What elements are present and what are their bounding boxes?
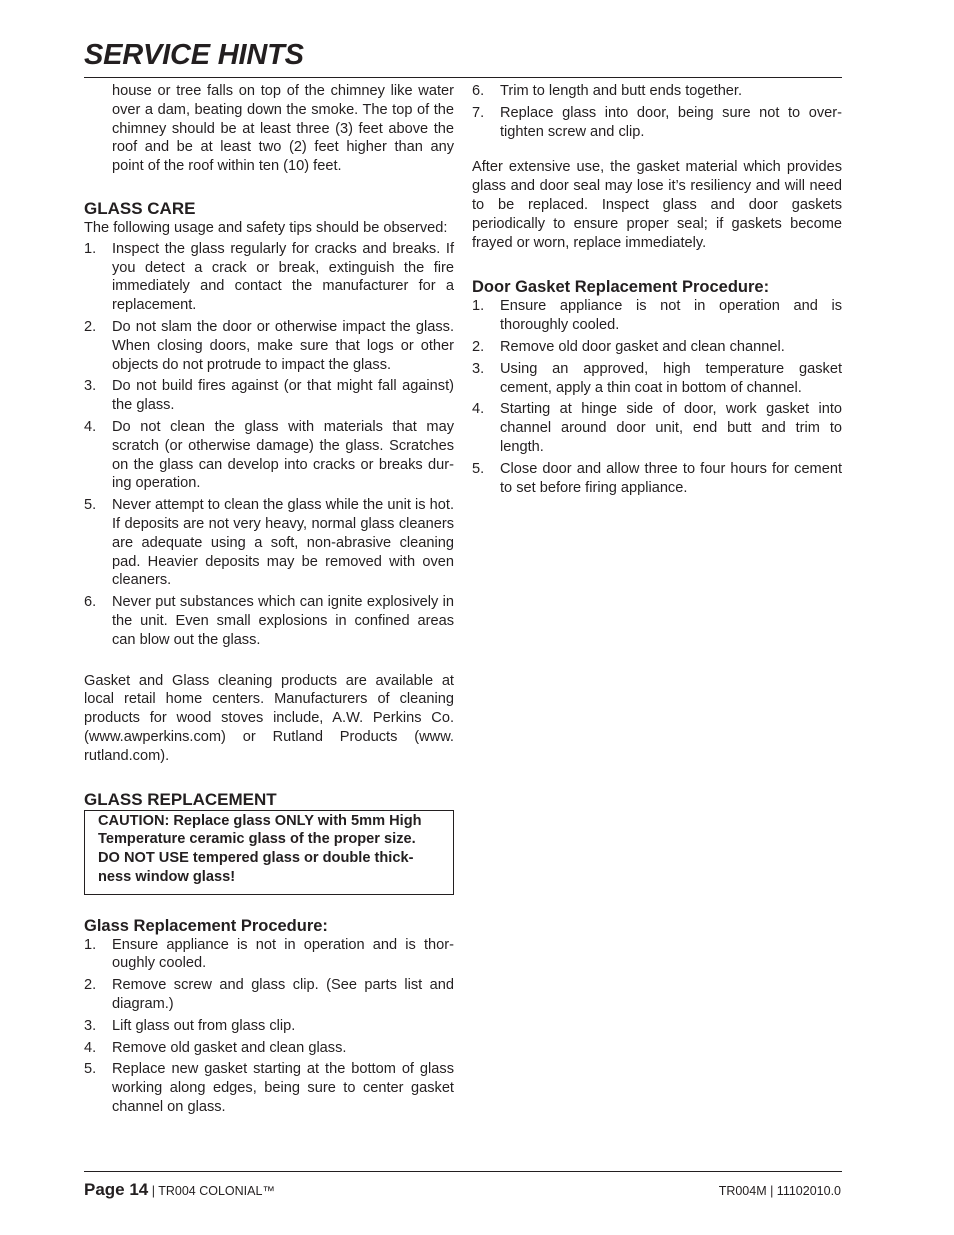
list-item xyxy=(472,297,842,335)
document-code: TR004M | 11102010.0 xyxy=(718,1184,841,1198)
item-number: 6. xyxy=(472,83,485,99)
list-item xyxy=(84,496,454,590)
item-number: 1. xyxy=(84,936,97,953)
door-gasket-procedure-heading: Door Gasket Replacement Procedure: xyxy=(472,278,770,297)
item-text: Never attempt to clean the glass while the unit is hot. If deposits are not very heavy, normal glass cleaners are adequate using a soft, non-abrasive cleaning pad. Heavier deposits may be removed with oven cleaners. xyxy=(112,497,454,589)
item-text: Do not slam the door or otherwise impact the glass. When closing doors, make sure that logs or other objects do not protrude to impact the glass. xyxy=(112,318,454,373)
right-column xyxy=(472,82,842,500)
item-number: 3. xyxy=(472,360,485,377)
item-number: 3. xyxy=(84,378,97,395)
item-text: Using an approved, high temperature gasket cement, apply a thin coat in bottom of channel. xyxy=(500,360,842,396)
chimney-paragraph: house or tree falls on top of the chimney like water over a dam, beating down the smoke. The top of the chimney should be at least three (3) feet above the roof and be at least two (2) feet higher than any point of the roof within ten (10) feet. xyxy=(112,83,454,175)
item-number: 5. xyxy=(84,1061,97,1078)
door-gasket-list xyxy=(472,297,842,497)
item-text: Remove old gasket and clean glass. xyxy=(112,1039,347,1056)
item-number: 2. xyxy=(472,338,485,355)
list-item xyxy=(84,976,454,1014)
item-number: 4. xyxy=(84,1039,97,1056)
item-number: 1. xyxy=(84,240,97,257)
item-number: 1. xyxy=(472,298,485,315)
item-number: 5. xyxy=(472,460,485,477)
glass-replacement-list-continued xyxy=(472,82,842,141)
item-text: Lift glass out from glass clip. xyxy=(112,1017,296,1034)
list-item xyxy=(84,377,454,415)
item-number: 3. xyxy=(84,1017,97,1034)
title-divider xyxy=(84,77,842,78)
item-number: 4. xyxy=(472,401,485,418)
glass-replacement-list xyxy=(84,936,454,1117)
list-item xyxy=(84,1039,454,1058)
list-item xyxy=(84,1060,454,1116)
item-text: Starting at hinge side of door, work gasket into channel around door unit, end butt and trim to length. xyxy=(500,401,842,455)
list-item xyxy=(84,318,454,374)
item-text: Ensure appliance is not in operation and is thoroughly cooled. xyxy=(500,298,842,334)
list-item xyxy=(84,1017,454,1036)
list-item xyxy=(84,240,454,315)
item-text: Replace new gasket starting at the bottom of glass working along edges, being sure to center gasket channel on glass. xyxy=(112,1061,454,1116)
list-item xyxy=(472,360,842,398)
list-item xyxy=(472,460,842,498)
footer-left xyxy=(84,1180,275,1200)
item-text: Do not build fires against (or that might fall against) the glass. xyxy=(112,378,454,414)
list-item xyxy=(84,418,454,493)
page-number: Page 14 xyxy=(84,1180,149,1199)
caution-box: CAUTION: Replace glass ONLY with 5mm High Temperature ceramic glass of the proper size. DO NOT USE tempered glass or double thickness window glass! xyxy=(84,810,454,895)
list-item xyxy=(472,400,842,456)
glass-replacement-heading: GLASS REPLACEMENT xyxy=(84,789,277,809)
product-name: | TR004 COLONIAL™ xyxy=(148,1184,275,1198)
item-text: Do not clean the glass with materials that may scratch (or otherwise damage) the glass. Scratches on the glass can develop into cracks or breaks during operation. xyxy=(112,418,454,492)
item-text: Remove old door gasket and clean channel. xyxy=(500,338,785,355)
item-text: Never put substances which can ignite explosively in the unit. Even small explosions in confined areas can blow out the glass. xyxy=(112,594,454,648)
item-number: 2. xyxy=(84,977,97,994)
item-text: Remove screw and glass clip. (See parts list and diagram.) xyxy=(112,977,454,1013)
glass-care-heading: GLASS CARE xyxy=(84,198,196,218)
item-number: 2. xyxy=(84,318,97,335)
glass-replacement-procedure-heading: Glass Replacement Procedure: xyxy=(84,916,328,935)
item-number: 6. xyxy=(84,594,97,611)
list-item xyxy=(472,104,842,142)
gasket-maintenance-paragraph: After extensive use, the gasket material which provides glass and door seal may lose it’s resiliency and will need to be replaced. Inspect glass and door gaskets periodically to ensure proper seal; if gaskets become frayed or worn, replace immediately. xyxy=(472,159,842,251)
item-number: 4. xyxy=(84,418,97,435)
list-item xyxy=(472,338,842,357)
item-text: Ensure appliance is not in operation and is thoroughly cooled. xyxy=(112,936,454,972)
list-item xyxy=(84,593,454,649)
item-number: 5. xyxy=(84,497,97,514)
footer-divider xyxy=(84,1171,842,1172)
item-text: Inspect the glass regularly for cracks and breaks. If you detect a crack or break, extinguish the fire immediately and contact the manufacturer for a replacement. xyxy=(112,240,454,314)
page-title: SERVICE HINTS xyxy=(84,39,304,71)
list-item xyxy=(84,936,454,974)
item-text: Trim to length and butt ends together. xyxy=(500,83,743,99)
item-text: Close door and allow three to four hours for cement to set before firing appliance. xyxy=(500,460,842,496)
item-number: 7. xyxy=(472,104,485,121)
left-column xyxy=(84,82,454,1120)
glass-care-list xyxy=(84,240,454,650)
item-text: Replace glass into door, being sure not to overtighten screw and clip. xyxy=(500,104,842,140)
glass-care-intro: The following usage and safety tips should be observed: xyxy=(84,219,448,236)
cleaning-products-paragraph: Gasket and Glass cleaning products are available at local retail home centers. Manufacturers of cleaning products for wood stoves include, A.W. Perkins Co. (www.awperkins.com) or Rutland Products (www. rutland.com). xyxy=(84,672,454,764)
list-item xyxy=(472,82,842,101)
